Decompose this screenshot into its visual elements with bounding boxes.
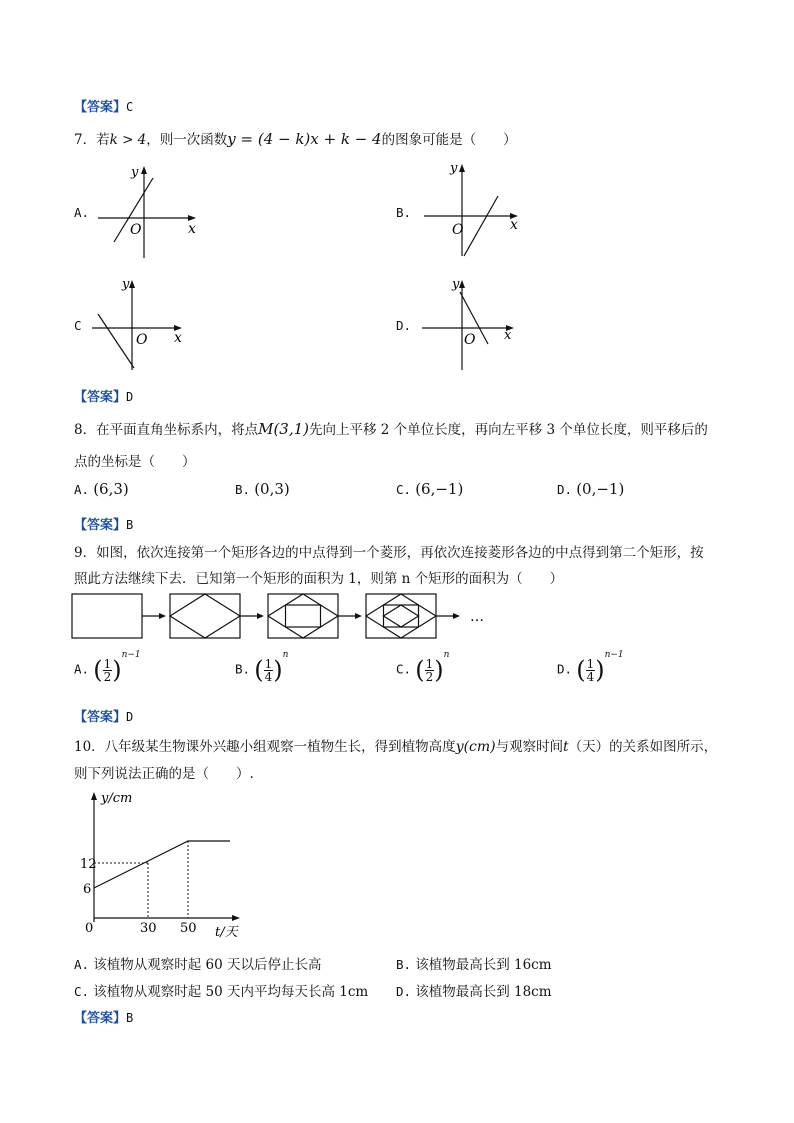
option-value: (6,−1) [415, 480, 464, 498]
answer-line-q6 [74, 96, 133, 115]
exponent: n [282, 650, 289, 660]
y-axis-label: y/cm [101, 791, 133, 806]
q7-function: y = (4 − k)x + k − 4 [227, 130, 382, 148]
q9-option-b: B. ( $\frac{1}{4}$ )$^n$ [235, 650, 289, 684]
t-axis-arrow [232, 915, 240, 921]
option-label: A. [74, 661, 90, 677]
question-8-line-2: 点的坐标是（ ） [74, 454, 196, 470]
y-axis-arrow [91, 792, 97, 800]
answer-value: B [126, 1011, 134, 1025]
q7-option-d-label: D. [396, 318, 412, 333]
option-label: C. [396, 482, 412, 497]
option-label: B. [235, 661, 251, 677]
q7-option-c-graph [90, 272, 200, 372]
tick-30: 30 [140, 921, 157, 936]
option-value: (0,−1) [576, 480, 625, 498]
q7-suffix: 的图象可能是（ ） [381, 132, 517, 148]
answer-value: C [126, 100, 134, 114]
arrow-4-head [453, 613, 460, 619]
q8-point: M(3,1) [258, 420, 310, 438]
q7-option-b-label: B. [396, 205, 412, 220]
answer-line-q7 [74, 386, 133, 405]
t-axis-label: t/天 [215, 925, 238, 940]
q10-suffix: （天）的关系如图所示， [568, 739, 718, 755]
question-10-line-1 [74, 735, 717, 755]
option-label: D. [557, 661, 573, 677]
q10-var-y: y(cm) [455, 739, 496, 755]
origin-label: O [452, 222, 464, 238]
y-axis-arrow [459, 280, 465, 288]
function-line [98, 314, 134, 368]
option-text: 该植物从观察时起 50 天内平均每天长高 1cm [93, 984, 369, 1000]
fraction-numerator: 1 [264, 656, 273, 671]
option-text: 该植物最高长到 16cm [415, 957, 552, 973]
arrow-2-head [257, 613, 264, 619]
y-axis-arrow [141, 166, 147, 174]
y-axis-arrow [129, 280, 135, 288]
fraction-denominator: 4 [264, 669, 273, 684]
option-label: C. [396, 661, 412, 677]
arrow-3-head [355, 613, 362, 619]
q9-option-d: D. ( $\frac{1}{4}$ )$^{n-1}$ [557, 650, 624, 684]
exponent: n [443, 650, 450, 660]
q7-option-a-graph [96, 160, 206, 260]
answer-tag: 【答案】 [74, 710, 127, 725]
tick-6: 6 [83, 882, 92, 897]
rectangle-1 [72, 594, 142, 638]
y-label: y [452, 277, 460, 292]
tick-0: 0 [85, 921, 94, 936]
answer-value: D [126, 390, 134, 404]
y-label: y [450, 161, 458, 176]
y-axis-arrow [459, 164, 465, 172]
option-text: 该植物最高长到 18cm [415, 984, 552, 1000]
fraction-numerator: 1 [586, 656, 595, 671]
y-label: y [131, 165, 139, 180]
rectangle-3 [268, 594, 338, 638]
fraction-denominator: 2 [103, 669, 112, 684]
q9-rectangle-sequence-figure [70, 590, 510, 642]
origin-label: O [130, 222, 142, 238]
option-label: A. [74, 482, 90, 497]
x-label: x [504, 328, 512, 343]
rhombus-4 [366, 594, 436, 638]
answer-tag: 【答案】 [74, 1011, 127, 1026]
x-label: x [188, 221, 196, 237]
answer-line-q8 [74, 514, 133, 533]
y-label: y [122, 277, 130, 292]
q10-option-c [74, 980, 368, 1000]
q10-growth-graph [80, 786, 250, 942]
exponent: n−1 [121, 650, 141, 660]
arrow-1-head [159, 613, 166, 619]
fraction-numerator: 1 [103, 656, 112, 671]
tick-50: 50 [180, 921, 197, 936]
q7-option-d-graph [420, 272, 530, 372]
origin-label: O [464, 332, 476, 348]
option-value: (0,3) [254, 480, 290, 498]
option-label: B. [396, 957, 412, 972]
option-label: B. [235, 482, 251, 497]
q7-mid: ，则一次函数 [146, 132, 228, 148]
question-7-stem [74, 128, 517, 148]
q10-var-t: t [563, 739, 569, 755]
option-value: (6,3) [93, 480, 129, 498]
answer-tag: 【答案】 [74, 100, 127, 115]
fraction-denominator: 2 [425, 669, 434, 684]
x-label: x [510, 217, 518, 233]
question-8-line-1 [74, 418, 708, 438]
fraction-numerator: 1 [425, 656, 434, 671]
ellipsis: … [470, 609, 484, 625]
q8-option-c [396, 480, 463, 498]
q10-mid: 与观察时间 [495, 739, 564, 755]
answer-value: B [126, 518, 134, 532]
question-9-line-2: 照此方法继续下去．已知第一个矩形的面积为 1，则第 n 个矩形的面积为（ ） [74, 571, 564, 587]
rhombus-2 [170, 594, 240, 638]
q10-option-d [396, 980, 552, 1000]
inner-rhombus-4 [384, 605, 419, 627]
q7-option-a-label: A. [74, 205, 90, 220]
rectangle-4 [366, 594, 436, 638]
q8-option-b [235, 480, 290, 498]
question-9-line-1: 9．如图，依次连接第一个矩形各边的中点得到一个菱形，再依次连接菱形各边的中点得到第二个矩形，按 [74, 545, 704, 561]
option-text: 该植物从观察时起 60 天以后停止长高 [93, 957, 322, 973]
q9-option-c: C. ( $\frac{1}{2}$ )$^n$ [396, 650, 450, 684]
q8-suffix: 先向上平移 2 个单位长度，再向左平移 3 个单位长度，则平移后的 [309, 422, 708, 438]
answer-value: D [126, 710, 134, 724]
fraction-denominator: 4 [586, 669, 595, 684]
inner-rectangle-4 [384, 605, 419, 627]
q10-prefix: 10．八年级某生物课外兴趣小组观察一植物生长，得到植物高度 [74, 739, 456, 755]
q10-option-b [396, 953, 552, 973]
q8-option-a [74, 480, 129, 498]
q7-option-b-graph [420, 158, 530, 258]
q9-option-a: A. ( $\frac{1}{2}$ )$^{n-1}$ [74, 650, 141, 684]
answer-tag: 【答案】 [74, 390, 127, 405]
x-label: x [174, 330, 182, 346]
q10-option-a [74, 953, 321, 973]
answer-line-q9 [74, 706, 133, 725]
q7-option-c-label: C [74, 318, 82, 333]
origin-label: O [136, 332, 148, 348]
inner-rectangle-3 [286, 605, 321, 627]
question-10-line-2: 则下列说法正确的是（ ）. [74, 766, 254, 782]
exponent: n−1 [604, 650, 624, 660]
q7-prefix: 7．若 [74, 132, 110, 148]
option-label: D. [557, 482, 573, 497]
tick-12: 12 [80, 857, 97, 872]
answer-line-q10 [74, 1007, 133, 1026]
rectangle-2 [170, 594, 240, 638]
q7-condition: k > 4 [109, 132, 147, 148]
growth-line [94, 841, 230, 888]
option-label: C. [74, 984, 90, 999]
function-line [464, 196, 498, 256]
q8-prefix: 8．在平面直角坐标系内，将点 [74, 422, 259, 438]
option-label: A. [74, 957, 90, 972]
rhombus-3 [268, 594, 338, 638]
q8-option-d [557, 480, 624, 498]
option-label: D. [396, 984, 412, 999]
answer-tag: 【答案】 [74, 518, 127, 533]
